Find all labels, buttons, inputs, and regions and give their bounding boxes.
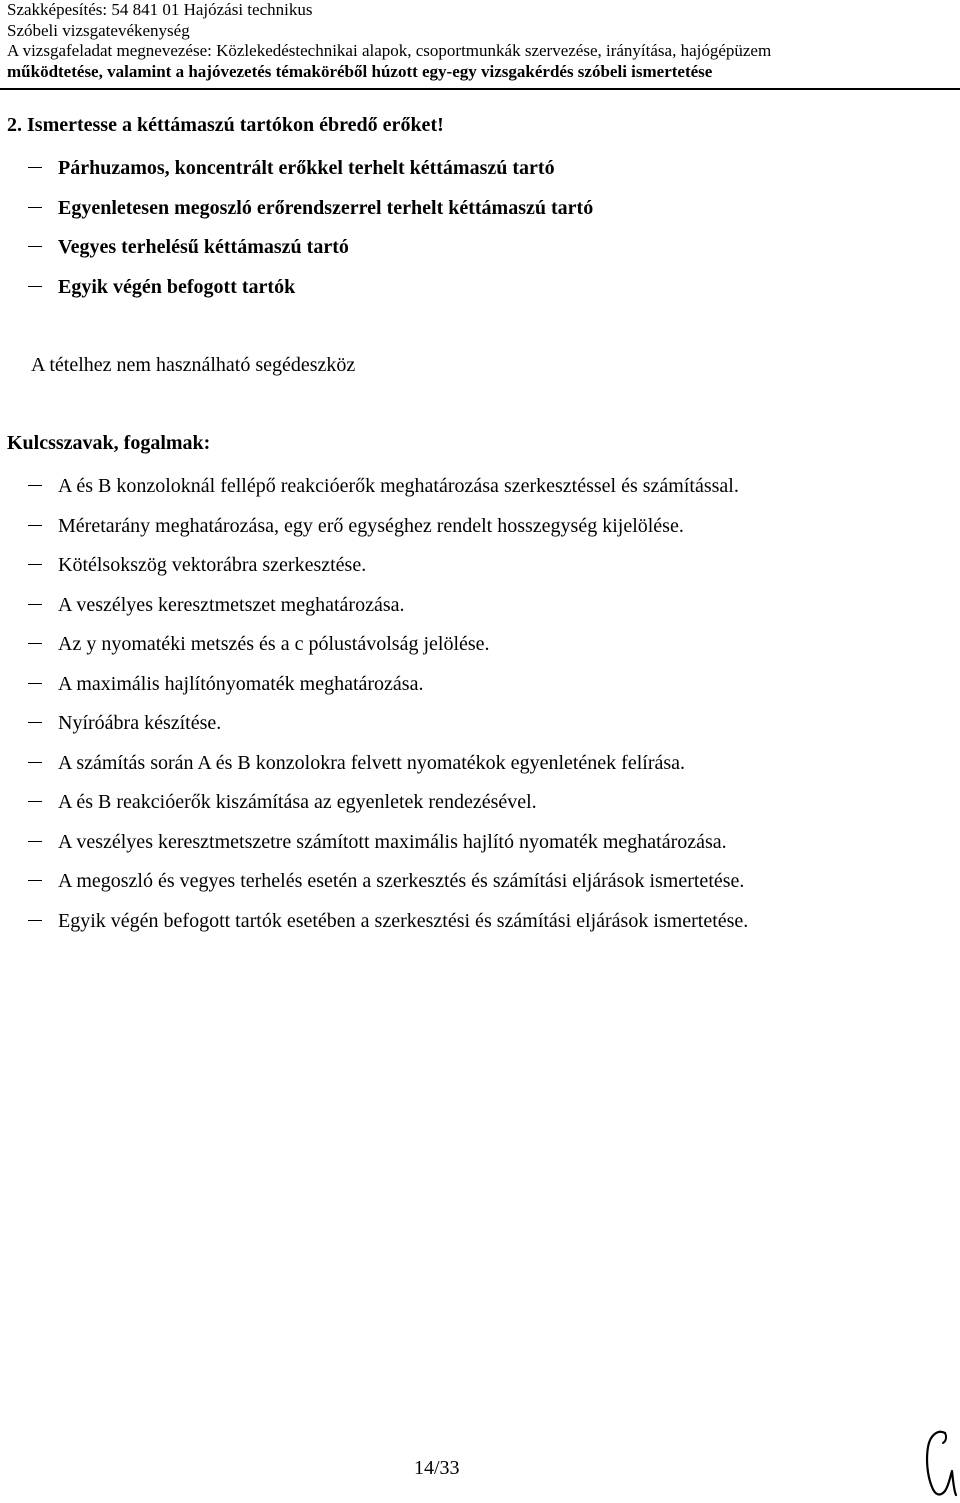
header-exam-task-description: működtetése, valamint a hajóvezetés témaköréből húzott egy-egy vizsgakérdés szóbeli ismertetése — [7, 61, 713, 81]
dash-bullet-icon — [28, 286, 42, 287]
dash-bullet-icon — [28, 841, 42, 842]
handwritten-signature — [918, 1425, 958, 1501]
dash-bullet-icon — [28, 564, 42, 565]
dash-bullet-icon — [28, 643, 42, 644]
dash-bullet-icon — [28, 246, 42, 247]
dash-bullet-icon — [28, 920, 42, 921]
dash-bullet-icon — [28, 683, 42, 684]
header-qualification: Szakképesítés: 54 841 01 Hajózási technikus — [7, 0, 313, 19]
dash-bullet-icon — [28, 167, 42, 168]
document-header — [7, 0, 957, 82]
dash-bullet-icon — [28, 525, 42, 526]
dash-bullet-icon — [28, 207, 42, 208]
header-exam-task-name: A vizsgafeladat megnevezése: Közlekedéstechnikai alapok, csoportmunkák szervezése, irányítása, hajógépüzem — [7, 41, 772, 60]
page-number: 14/33 — [414, 1457, 460, 1479]
header-exam-activity: Szóbeli vizsgatevékenység — [7, 20, 190, 40]
dash-bullet-icon — [28, 880, 42, 881]
header-divider — [0, 88, 960, 90]
dash-bullet-icon — [28, 604, 42, 605]
tools-note: A tételhez nem használható segédeszköz — [31, 354, 356, 376]
dash-bullet-icon — [28, 762, 42, 763]
keywords-title: Kulcsszavak, fogalmak: — [7, 432, 211, 454]
question-title: 2. Ismertesse a kéttámaszú tartókon ébredő erőket! — [7, 114, 444, 136]
dash-bullet-icon — [28, 485, 42, 486]
dash-bullet-icon — [28, 801, 42, 802]
dash-bullet-icon — [28, 722, 42, 723]
